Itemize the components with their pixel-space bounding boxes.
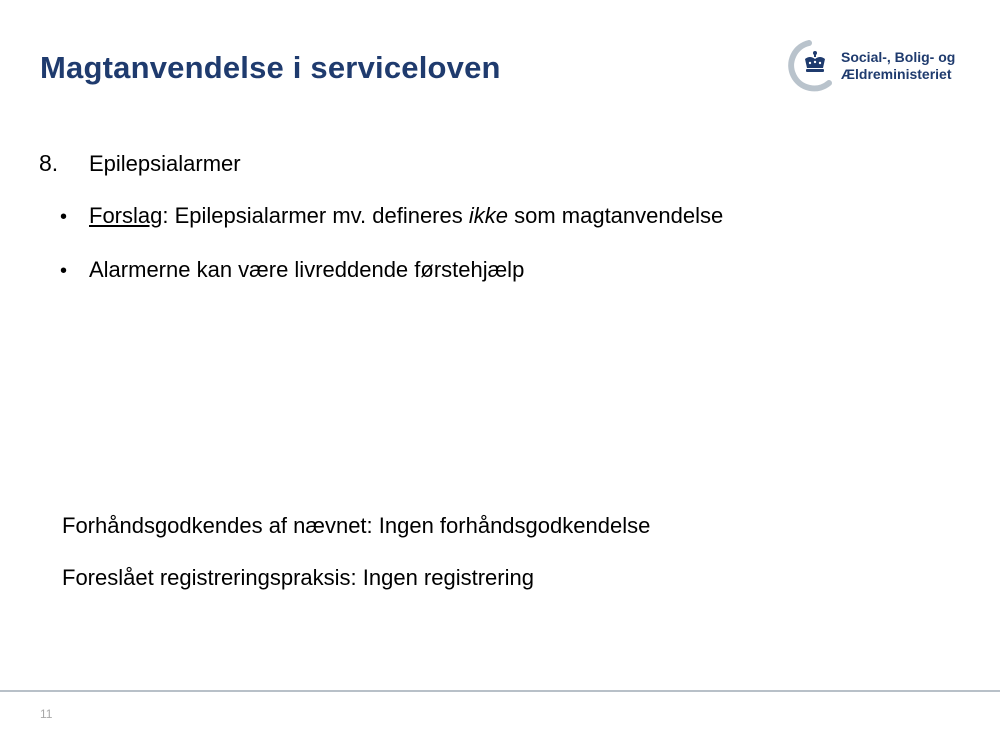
- footer-divider: [0, 690, 1000, 692]
- bullet-dot-icon: •: [60, 206, 68, 228]
- bullet-text: Alarmerne kan være livreddende førstehjælp: [89, 257, 525, 282]
- bullet-text: [89, 203, 723, 229]
- approval-line: Forhåndsgodkendes af nævnet: Ingen forhåndsgodkendelse: [62, 513, 651, 538]
- bullet-text-after: som magtanvendelse: [507, 203, 724, 228]
- ministry-logo: [783, 40, 968, 92]
- bullet-text-before: Epilepsialarmer mv. defineres: [168, 203, 469, 228]
- registration-line: Foreslået registreringspraksis: Ingen registrering: [62, 565, 534, 590]
- bullet-item: [60, 257, 524, 283]
- numbered-item: [39, 150, 241, 177]
- logo-line-1: Social-, Bolig- og: [841, 49, 956, 65]
- bullet-item: [60, 203, 723, 229]
- bullet-colon: :: [162, 203, 169, 228]
- logo-text: [841, 49, 955, 83]
- logo-line-2: Ældreministeriet: [841, 66, 952, 82]
- item-label: Epilepsialarmer: [89, 151, 241, 176]
- bullet-prefix: Forslag: [89, 203, 163, 228]
- slide-title: Magtanvendelse i serviceloven: [40, 50, 501, 85]
- item-number: 8.: [39, 150, 59, 176]
- crown-arc-emblem-icon: [783, 40, 839, 92]
- bullet-dot-icon: •: [60, 260, 68, 282]
- bullet-emphasis: ikke: [468, 203, 508, 228]
- page-number: 11: [40, 707, 53, 721]
